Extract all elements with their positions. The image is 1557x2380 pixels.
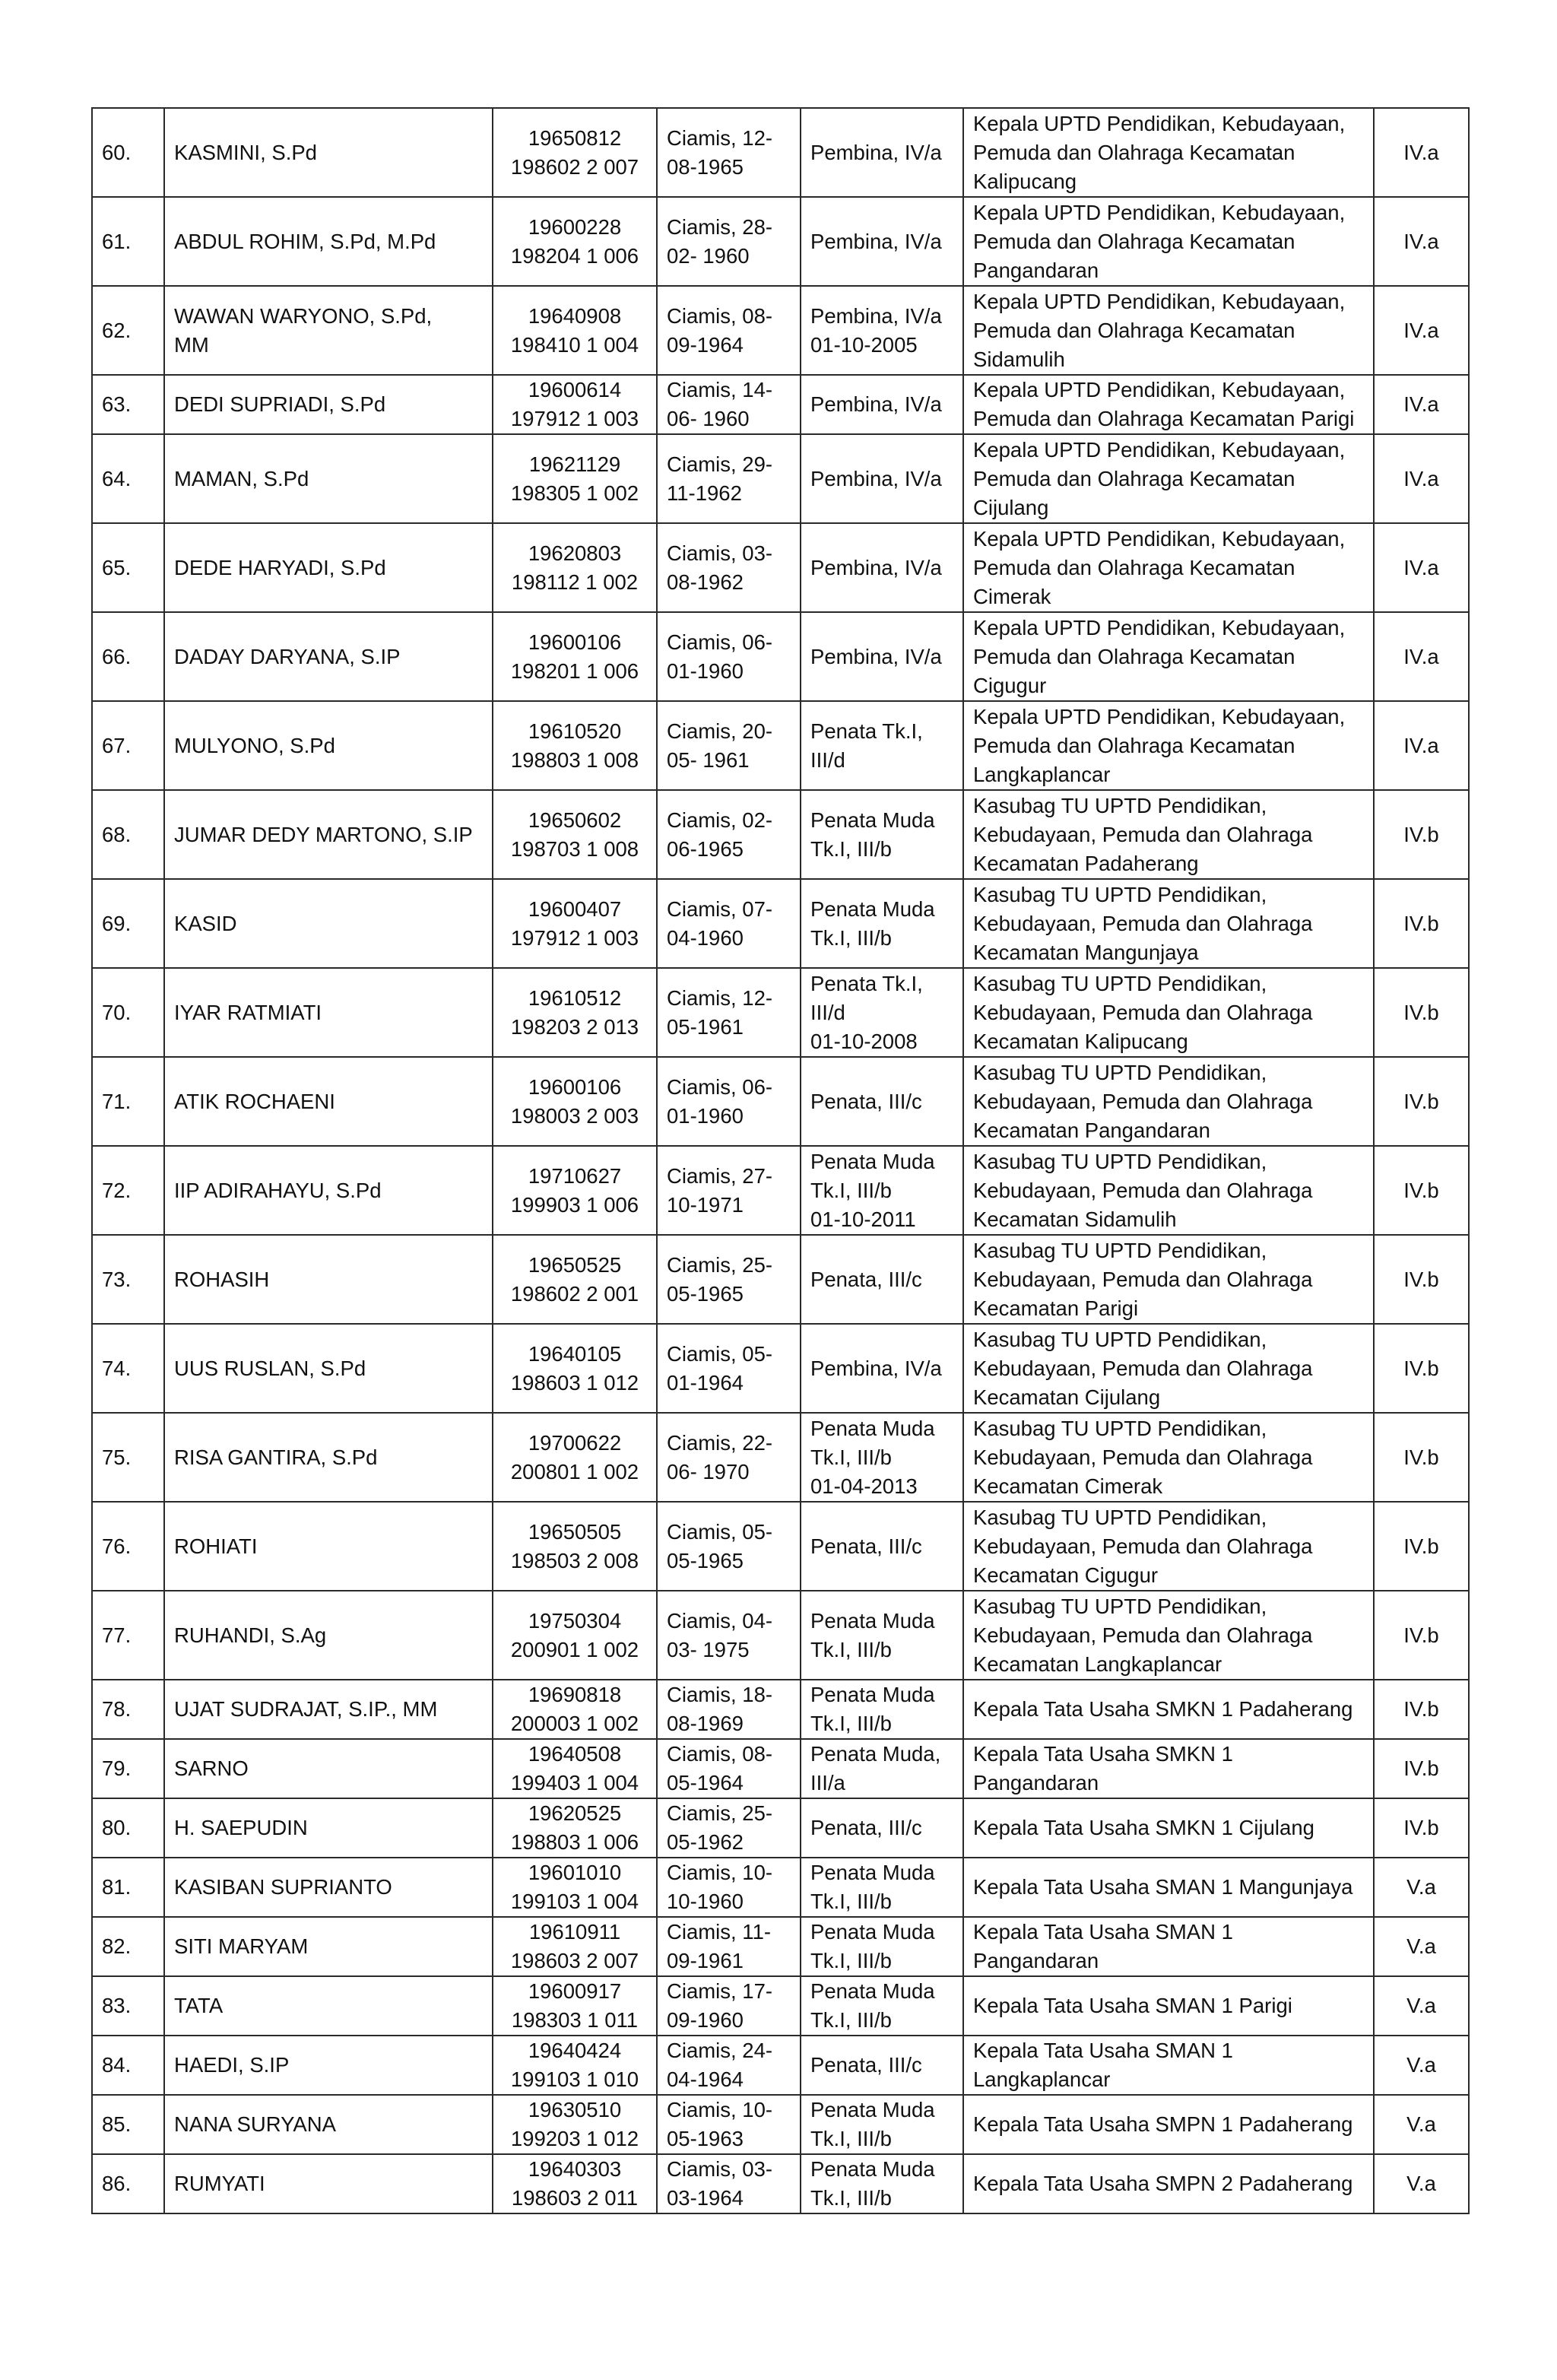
- row-number-cell: 62.: [92, 286, 164, 375]
- birth-place-date-cell: Ciamis, 24- 04-1964: [657, 2036, 801, 2095]
- echelon-cell: IV.b: [1374, 790, 1469, 879]
- employee-name-cell: RUHANDI, S.Ag: [164, 1591, 493, 1680]
- staff-roster-table: [91, 107, 1470, 2214]
- employee-name-cell: ABDUL ROHIM, S.Pd, M.Pd: [164, 197, 493, 286]
- echelon-cell: IV.a: [1374, 286, 1469, 375]
- birth-place-date-cell: Ciamis, 25- 05-1965: [657, 1235, 801, 1324]
- position-title-cell: Kepala UPTD Pendidikan, Kebudayaan, Pemuda dan Olahraga Kecamatan Kalipucang: [963, 108, 1374, 197]
- position-title-cell: Kasubag TU UPTD Pendidikan, Kebudayaan, Pemuda dan Olahraga Kecamatan Parigi: [963, 1235, 1374, 1324]
- position-title-cell: Kepala Tata Usaha SMAN 1 Pangandaran: [963, 1917, 1374, 1976]
- employee-nip-cell: 19600407 197912 1 003: [493, 879, 657, 968]
- position-title-cell: Kepala UPTD Pendidikan, Kebudayaan, Pemuda dan Olahraga Kecamatan Sidamulih: [963, 286, 1374, 375]
- table-row: [92, 1146, 1469, 1235]
- rank-grade-cell: Pembina, IV/a: [801, 434, 963, 523]
- employee-name-cell: NANA SURYANA: [164, 2095, 493, 2154]
- table-row: [92, 1858, 1469, 1917]
- row-number-cell: 78.: [92, 1680, 164, 1739]
- table-row: [92, 1413, 1469, 1502]
- table-row: [92, 197, 1469, 286]
- echelon-cell: IV.a: [1374, 434, 1469, 523]
- birth-place-date-cell: Ciamis, 04- 03- 1975: [657, 1591, 801, 1680]
- rank-grade-cell: Pembina, IV/a: [801, 108, 963, 197]
- rank-grade-cell: Penata, III/c: [801, 1502, 963, 1591]
- rank-grade-cell: Penata Muda Tk.I, III/b: [801, 1680, 963, 1739]
- table-row: [92, 1976, 1469, 2036]
- position-title-cell: Kasubag TU UPTD Pendidikan, Kebudayaan, Pemuda dan Olahraga Kecamatan Kalipucang: [963, 968, 1374, 1057]
- row-number-cell: 86.: [92, 2154, 164, 2213]
- rank-grade-cell: Penata Muda Tk.I, III/b 01-04-2013: [801, 1413, 963, 1502]
- row-number-cell: 82.: [92, 1917, 164, 1976]
- employee-nip-cell: 19620803 198112 1 002: [493, 523, 657, 612]
- row-number-cell: 65.: [92, 523, 164, 612]
- row-number-cell: 66.: [92, 612, 164, 701]
- echelon-cell: IV.b: [1374, 879, 1469, 968]
- birth-place-date-cell: Ciamis, 07- 04-1960: [657, 879, 801, 968]
- position-title-cell: Kasubag TU UPTD Pendidikan, Kebudayaan, Pemuda dan Olahraga Kecamatan Cigugur: [963, 1502, 1374, 1591]
- row-number-cell: 60.: [92, 108, 164, 197]
- rank-grade-cell: Penata Muda Tk.I, III/b: [801, 1976, 963, 2036]
- employee-name-cell: IYAR RATMIATI: [164, 968, 493, 1057]
- rank-grade-cell: Penata Muda Tk.I, III/b: [801, 879, 963, 968]
- echelon-cell: V.a: [1374, 1976, 1469, 2036]
- rank-grade-cell: Penata, III/c: [801, 1235, 963, 1324]
- echelon-cell: V.a: [1374, 2095, 1469, 2154]
- birth-place-date-cell: Ciamis, 14- 06- 1960: [657, 375, 801, 434]
- birth-place-date-cell: Ciamis, 27- 10-1971: [657, 1146, 801, 1235]
- employee-nip-cell: 19640105 198603 1 012: [493, 1324, 657, 1413]
- rank-grade-cell: Penata Tk.I, III/d: [801, 701, 963, 790]
- employee-nip-cell: 19600106 198201 1 006: [493, 612, 657, 701]
- employee-name-cell: H. SAEPUDIN: [164, 1798, 493, 1858]
- position-title-cell: Kasubag TU UPTD Pendidikan, Kebudayaan, Pemuda dan Olahraga Kecamatan Langkaplancar: [963, 1591, 1374, 1680]
- employee-name-cell: JUMAR DEDY MARTONO, S.IP: [164, 790, 493, 879]
- position-title-cell: Kepala Tata Usaha SMKN 1 Pangandaran: [963, 1739, 1374, 1798]
- row-number-cell: 71.: [92, 1057, 164, 1146]
- rank-grade-cell: Penata Muda Tk.I, III/b: [801, 790, 963, 879]
- echelon-cell: IV.b: [1374, 1502, 1469, 1591]
- echelon-cell: V.a: [1374, 2036, 1469, 2095]
- table-row: [92, 1502, 1469, 1591]
- row-number-cell: 81.: [92, 1858, 164, 1917]
- birth-place-date-cell: Ciamis, 17- 09-1960: [657, 1976, 801, 2036]
- employee-nip-cell: 19630510 199203 1 012: [493, 2095, 657, 2154]
- rank-grade-cell: Pembina, IV/a: [801, 1324, 963, 1413]
- birth-place-date-cell: Ciamis, 08- 09-1964: [657, 286, 801, 375]
- row-number-cell: 74.: [92, 1324, 164, 1413]
- row-number-cell: 83.: [92, 1976, 164, 2036]
- employee-nip-cell: 19610512 198203 2 013: [493, 968, 657, 1057]
- table-row: [92, 1591, 1469, 1680]
- rank-grade-cell: Penata Muda Tk.I, III/b: [801, 2095, 963, 2154]
- row-number-cell: 77.: [92, 1591, 164, 1680]
- row-number-cell: 68.: [92, 790, 164, 879]
- row-number-cell: 76.: [92, 1502, 164, 1591]
- rank-grade-cell: Penata Muda Tk.I, III/b: [801, 1591, 963, 1680]
- table-row: [92, 2036, 1469, 2095]
- echelon-cell: V.a: [1374, 1858, 1469, 1917]
- echelon-cell: IV.b: [1374, 1146, 1469, 1235]
- birth-place-date-cell: Ciamis, 10- 10-1960: [657, 1858, 801, 1917]
- employee-name-cell: SITI MARYAM: [164, 1917, 493, 1976]
- table-row: [92, 2095, 1469, 2154]
- rank-grade-cell: Pembina, IV/a 01-10-2005: [801, 286, 963, 375]
- position-title-cell: Kepala Tata Usaha SMAN 1 Mangunjaya: [963, 1858, 1374, 1917]
- echelon-cell: IV.a: [1374, 701, 1469, 790]
- birth-place-date-cell: Ciamis, 03- 08-1962: [657, 523, 801, 612]
- employee-nip-cell: 19650505 198503 2 008: [493, 1502, 657, 1591]
- table-row: [92, 375, 1469, 434]
- employee-nip-cell: 19600614 197912 1 003: [493, 375, 657, 434]
- employee-name-cell: WAWAN WARYONO, S.Pd, MM: [164, 286, 493, 375]
- table-row: [92, 879, 1469, 968]
- employee-nip-cell: 19610911 198603 2 007: [493, 1917, 657, 1976]
- rank-grade-cell: Penata, III/c: [801, 1057, 963, 1146]
- rank-grade-cell: Pembina, IV/a: [801, 197, 963, 286]
- table-row: [92, 790, 1469, 879]
- employee-nip-cell: 19620525 198803 1 006: [493, 1798, 657, 1858]
- employee-name-cell: DEDI SUPRIADI, S.Pd: [164, 375, 493, 434]
- employee-nip-cell: 19600917 198303 1 011: [493, 1976, 657, 2036]
- birth-place-date-cell: Ciamis, 02- 06-1965: [657, 790, 801, 879]
- echelon-cell: IV.b: [1374, 1591, 1469, 1680]
- position-title-cell: Kepala UPTD Pendidikan, Kebudayaan, Pemuda dan Olahraga Kecamatan Parigi: [963, 375, 1374, 434]
- echelon-cell: IV.b: [1374, 1057, 1469, 1146]
- birth-place-date-cell: Ciamis, 06- 01-1960: [657, 612, 801, 701]
- employee-nip-cell: 19600106 198003 2 003: [493, 1057, 657, 1146]
- echelon-cell: IV.b: [1374, 1798, 1469, 1858]
- position-title-cell: Kepala Tata Usaha SMKN 1 Cijulang: [963, 1798, 1374, 1858]
- rank-grade-cell: Pembina, IV/a: [801, 523, 963, 612]
- employee-nip-cell: 19640908 198410 1 004: [493, 286, 657, 375]
- echelon-cell: IV.a: [1374, 108, 1469, 197]
- birth-place-date-cell: Ciamis, 12- 05-1961: [657, 968, 801, 1057]
- rank-grade-cell: Penata Muda Tk.I, III/b: [801, 2154, 963, 2213]
- employee-nip-cell: 19650602 198703 1 008: [493, 790, 657, 879]
- echelon-cell: IV.a: [1374, 375, 1469, 434]
- position-title-cell: Kepala Tata Usaha SMAN 1 Parigi: [963, 1976, 1374, 2036]
- row-number-cell: 80.: [92, 1798, 164, 1858]
- table-row: [92, 701, 1469, 790]
- table-row: [92, 523, 1469, 612]
- table-row: [92, 1917, 1469, 1976]
- rank-grade-cell: Penata, III/c: [801, 1798, 963, 1858]
- employee-nip-cell: 19650525 198602 2 001: [493, 1235, 657, 1324]
- position-title-cell: Kasubag TU UPTD Pendidikan, Kebudayaan, Pemuda dan Olahraga Kecamatan Cijulang: [963, 1324, 1374, 1413]
- birth-place-date-cell: Ciamis, 25- 05-1962: [657, 1798, 801, 1858]
- row-number-cell: 63.: [92, 375, 164, 434]
- table-row: [92, 1798, 1469, 1858]
- echelon-cell: IV.a: [1374, 197, 1469, 286]
- birth-place-date-cell: Ciamis, 11- 09-1961: [657, 1917, 801, 1976]
- employee-nip-cell: 19700622 200801 1 002: [493, 1413, 657, 1502]
- position-title-cell: Kasubag TU UPTD Pendidikan, Kebudayaan, Pemuda dan Olahraga Kecamatan Pangandaran: [963, 1057, 1374, 1146]
- position-title-cell: Kasubag TU UPTD Pendidikan, Kebudayaan, Pemuda dan Olahraga Kecamatan Padaherang: [963, 790, 1374, 879]
- birth-place-date-cell: Ciamis, 22- 06- 1970: [657, 1413, 801, 1502]
- employee-name-cell: MULYONO, S.Pd: [164, 701, 493, 790]
- echelon-cell: IV.a: [1374, 612, 1469, 701]
- rank-grade-cell: Penata Muda Tk.I, III/b: [801, 1858, 963, 1917]
- employee-nip-cell: 19710627 199903 1 006: [493, 1146, 657, 1235]
- row-number-cell: 75.: [92, 1413, 164, 1502]
- birth-place-date-cell: Ciamis, 05- 05-1965: [657, 1502, 801, 1591]
- row-number-cell: 73.: [92, 1235, 164, 1324]
- position-title-cell: Kepala Tata Usaha SMPN 1 Padaherang: [963, 2095, 1374, 2154]
- birth-place-date-cell: Ciamis, 20- 05- 1961: [657, 701, 801, 790]
- employee-name-cell: ROHASIH: [164, 1235, 493, 1324]
- employee-nip-cell: 19621129 198305 1 002: [493, 434, 657, 523]
- echelon-cell: IV.b: [1374, 1235, 1469, 1324]
- position-title-cell: Kepala Tata Usaha SMAN 1 Langkaplancar: [963, 2036, 1374, 2095]
- employee-nip-cell: 19690818 200003 1 002: [493, 1680, 657, 1739]
- birth-place-date-cell: Ciamis, 05- 01-1964: [657, 1324, 801, 1413]
- birth-place-date-cell: Ciamis, 18- 08-1969: [657, 1680, 801, 1739]
- rank-grade-cell: Penata Muda, III/a: [801, 1739, 963, 1798]
- employee-name-cell: KASIBAN SUPRIANTO: [164, 1858, 493, 1917]
- echelon-cell: IV.b: [1374, 1680, 1469, 1739]
- table-row: [92, 1680, 1469, 1739]
- position-title-cell: Kepala UPTD Pendidikan, Kebudayaan, Pemuda dan Olahraga Kecamatan Cijulang: [963, 434, 1374, 523]
- position-title-cell: Kasubag TU UPTD Pendidikan, Kebudayaan, Pemuda dan Olahraga Kecamatan Cimerak: [963, 1413, 1374, 1502]
- rank-grade-cell: Pembina, IV/a: [801, 375, 963, 434]
- birth-place-date-cell: Ciamis, 10- 05-1963: [657, 2095, 801, 2154]
- employee-nip-cell: 19610520 198803 1 008: [493, 701, 657, 790]
- table-row: [92, 1739, 1469, 1798]
- table-row: [92, 108, 1469, 197]
- employee-name-cell: KASMINI, S.Pd: [164, 108, 493, 197]
- row-number-cell: 72.: [92, 1146, 164, 1235]
- employee-name-cell: DEDE HARYADI, S.Pd: [164, 523, 493, 612]
- employee-name-cell: KASID: [164, 879, 493, 968]
- echelon-cell: IV.b: [1374, 1413, 1469, 1502]
- echelon-cell: IV.a: [1374, 523, 1469, 612]
- table-row: [92, 1324, 1469, 1413]
- employee-nip-cell: 19601010 199103 1 004: [493, 1858, 657, 1917]
- row-number-cell: 69.: [92, 879, 164, 968]
- employee-name-cell: DADAY DARYANA, S.IP: [164, 612, 493, 701]
- table-row: [92, 612, 1469, 701]
- row-number-cell: 79.: [92, 1739, 164, 1798]
- rank-grade-cell: Penata Tk.I, III/d 01-10-2008: [801, 968, 963, 1057]
- employee-name-cell: HAEDI, S.IP: [164, 2036, 493, 2095]
- echelon-cell: IV.b: [1374, 1324, 1469, 1413]
- birth-place-date-cell: Ciamis, 12- 08-1965: [657, 108, 801, 197]
- employee-nip-cell: 19640424 199103 1 010: [493, 2036, 657, 2095]
- echelon-cell: IV.b: [1374, 1739, 1469, 1798]
- birth-place-date-cell: Ciamis, 03- 03-1964: [657, 2154, 801, 2213]
- employee-name-cell: ROHIATI: [164, 1502, 493, 1591]
- employee-nip-cell: 19650812 198602 2 007: [493, 108, 657, 197]
- rank-grade-cell: Pembina, IV/a: [801, 612, 963, 701]
- rank-grade-cell: Penata Muda Tk.I, III/b: [801, 1917, 963, 1976]
- position-title-cell: Kepala UPTD Pendidikan, Kebudayaan, Pemuda dan Olahraga Kecamatan Pangandaran: [963, 197, 1374, 286]
- table-row: [92, 434, 1469, 523]
- employee-nip-cell: 19640508 199403 1 004: [493, 1739, 657, 1798]
- position-title-cell: Kepala Tata Usaha SMKN 1 Padaherang: [963, 1680, 1374, 1739]
- employee-name-cell: SARNO: [164, 1739, 493, 1798]
- employee-nip-cell: 19640303 198603 2 011: [493, 2154, 657, 2213]
- table-row: [92, 968, 1469, 1057]
- employee-name-cell: RUMYATI: [164, 2154, 493, 2213]
- row-number-cell: 64.: [92, 434, 164, 523]
- birth-place-date-cell: Ciamis, 06- 01-1960: [657, 1057, 801, 1146]
- table-row: [92, 1057, 1469, 1146]
- row-number-cell: 61.: [92, 197, 164, 286]
- employee-name-cell: TATA: [164, 1976, 493, 2036]
- position-title-cell: Kasubag TU UPTD Pendidikan, Kebudayaan, Pemuda dan Olahraga Kecamatan Mangunjaya: [963, 879, 1374, 968]
- employee-name-cell: UJAT SUDRAJAT, S.IP., MM: [164, 1680, 493, 1739]
- position-title-cell: Kepala UPTD Pendidikan, Kebudayaan, Pemuda dan Olahraga Kecamatan Cimerak: [963, 523, 1374, 612]
- position-title-cell: Kasubag TU UPTD Pendidikan, Kebudayaan, Pemuda dan Olahraga Kecamatan Sidamulih: [963, 1146, 1374, 1235]
- table-row: [92, 2154, 1469, 2213]
- position-title-cell: Kepala Tata Usaha SMPN 2 Padaherang: [963, 2154, 1374, 2213]
- position-title-cell: Kepala UPTD Pendidikan, Kebudayaan, Pemuda dan Olahraga Kecamatan Cigugur: [963, 612, 1374, 701]
- rank-grade-cell: Penata Muda Tk.I, III/b 01-10-2011: [801, 1146, 963, 1235]
- employee-name-cell: RISA GANTIRA, S.Pd: [164, 1413, 493, 1502]
- table-row: [92, 1235, 1469, 1324]
- employee-name-cell: MAMAN, S.Pd: [164, 434, 493, 523]
- employee-name-cell: UUS RUSLAN, S.Pd: [164, 1324, 493, 1413]
- table-row: [92, 286, 1469, 375]
- row-number-cell: 85.: [92, 2095, 164, 2154]
- roster-body: [92, 108, 1469, 2213]
- row-number-cell: 67.: [92, 701, 164, 790]
- echelon-cell: V.a: [1374, 2154, 1469, 2213]
- row-number-cell: 84.: [92, 2036, 164, 2095]
- birth-place-date-cell: Ciamis, 28- 02- 1960: [657, 197, 801, 286]
- echelon-cell: IV.b: [1374, 968, 1469, 1057]
- employee-nip-cell: 19750304 200901 1 002: [493, 1591, 657, 1680]
- row-number-cell: 70.: [92, 968, 164, 1057]
- position-title-cell: Kepala UPTD Pendidikan, Kebudayaan, Pemuda dan Olahraga Kecamatan Langkaplancar: [963, 701, 1374, 790]
- rank-grade-cell: Penata, III/c: [801, 2036, 963, 2095]
- birth-place-date-cell: Ciamis, 08- 05-1964: [657, 1739, 801, 1798]
- birth-place-date-cell: Ciamis, 29- 11-1962: [657, 434, 801, 523]
- echelon-cell: V.a: [1374, 1917, 1469, 1976]
- employee-nip-cell: 19600228 198204 1 006: [493, 197, 657, 286]
- employee-name-cell: IIP ADIRAHAYU, S.Pd: [164, 1146, 493, 1235]
- employee-name-cell: ATIK ROCHAENI: [164, 1057, 493, 1146]
